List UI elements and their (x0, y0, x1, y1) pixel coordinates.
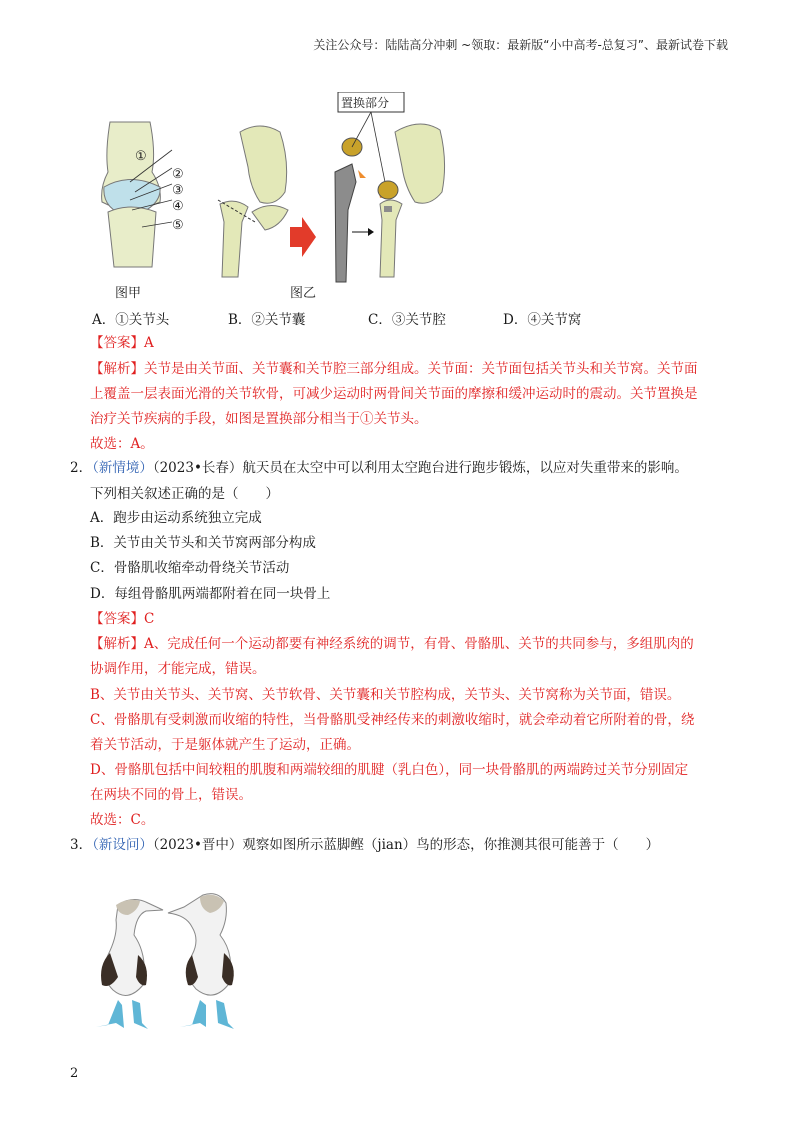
q2-conclusion: 故选：C。 (90, 812, 155, 828)
q1-answer: 【答案】A (90, 335, 154, 351)
q2-analysis-line-4: C、骨骼肌有受刺激而收缩的特性，当骨骼肌受神经传来的刺激收缩时，就会牵动着它所附着的骨，绕 (90, 712, 695, 728)
q1-option-b: B．②关节囊 (228, 312, 306, 328)
q1-analysis-line-1: 【解析】关节是由关节面、关节囊和关节腔三部分组成。关节面：关节面包括关节头和关节窝。关节面 (90, 361, 698, 377)
q2-analysis-line-2: 协调作用，才能完成，错误。 (90, 661, 266, 677)
page-header: 关注公众号：陆陆高分冲刺 ~领取：最新版“小中高考-总复习”、最新试卷下载 (313, 38, 728, 52)
marker-5: ⑤ (172, 218, 184, 233)
q2-answer: 【答案】C (90, 611, 155, 627)
q3-stem: （2023•晋中）观察如图所示蓝脚鲣（jian）鸟的形态，你推测其很可能善于（ ） (152, 837, 660, 853)
q2-option-a: A．跑步由运动系统独立完成 (90, 510, 262, 526)
q1-option-c: C．③关节腔 (368, 312, 446, 328)
marker-1: ① (135, 149, 147, 164)
hip-before-drawing (218, 126, 288, 277)
q2-analysis-line-5: 着关节活动，于是躯体就产生了运动，正确。 (90, 737, 360, 753)
q2-option-c: C．骨骼肌收缩牵动骨绕关节活动 (90, 560, 290, 576)
page-number: 2 (70, 1066, 79, 1081)
q3-tag: （新设问） (92, 837, 153, 853)
q2-analysis-line-7: 在两块不同的骨上，错误。 (90, 787, 252, 803)
replace-label: 置换部分 (341, 96, 390, 110)
hip-after-drawing (378, 124, 445, 277)
caption-b: 图乙 (290, 286, 317, 301)
q2-analysis-line-6: D、骨骼肌包括中间较粗的肌腹和两端较细的肌腱（乳白色），同一块骨骼肌的两端跨过关节分别固定 (90, 762, 689, 778)
q3-stem-line (70, 835, 659, 855)
q2-option-b: B．关节由关节头和关节窝两部分构成 (90, 535, 316, 551)
q3-number: 3． (70, 837, 93, 853)
q1-analysis-line-3: 治疗关节疾病的手段，如图是置换部分相当于①关节头。 (90, 411, 428, 427)
q2-analysis-line-1: 【解析】A、完成任何一个运动都要有神经系统的调节，有骨、骨骼肌、关节的共同参与，多组肌肉的 (90, 636, 694, 652)
q2-tag: （新情境） (92, 460, 153, 476)
joint-figure (90, 92, 650, 302)
arrow-icon (290, 217, 316, 257)
caption-a: 图甲 (115, 286, 142, 301)
booby-birds-image (88, 885, 258, 1035)
marker-2: ② (172, 167, 184, 182)
q1-conclusion: 故选：A。 (90, 436, 154, 452)
q2-number: 2． (70, 460, 93, 476)
q1-option-a: A．①关节头 (92, 312, 170, 328)
prosthesis-drawing (335, 112, 388, 282)
q2-option-d: D．每组骨骼肌两端都附着在同一块骨上 (90, 586, 331, 602)
q2-stem-2: 下列相关叙述正确的是（ ） (90, 486, 279, 502)
q2-stem-1: （2023•长春）航天员在太空中可以利用太空跑台进行跑步锻炼，以应对失重带来的影响。 (152, 460, 688, 476)
q2-stem-line-1 (70, 458, 688, 478)
knee-joint-drawing (102, 122, 172, 267)
q1-analysis-line-2: 上覆盖一层表面光滑的关节软骨，可减少运动时两骨间关节面的摩擦和缓冲运动时的震动。关节置换是 (90, 386, 698, 402)
q2-analysis-line-3: B、关节由关节头、关节窝、关节软骨、关节囊和关节腔构成，关节头、关节窝称为关节面，错误。 (90, 687, 681, 703)
q1-option-d: D．④关节窝 (503, 312, 582, 328)
marker-4: ④ (172, 199, 184, 214)
marker-3: ③ (172, 183, 184, 198)
